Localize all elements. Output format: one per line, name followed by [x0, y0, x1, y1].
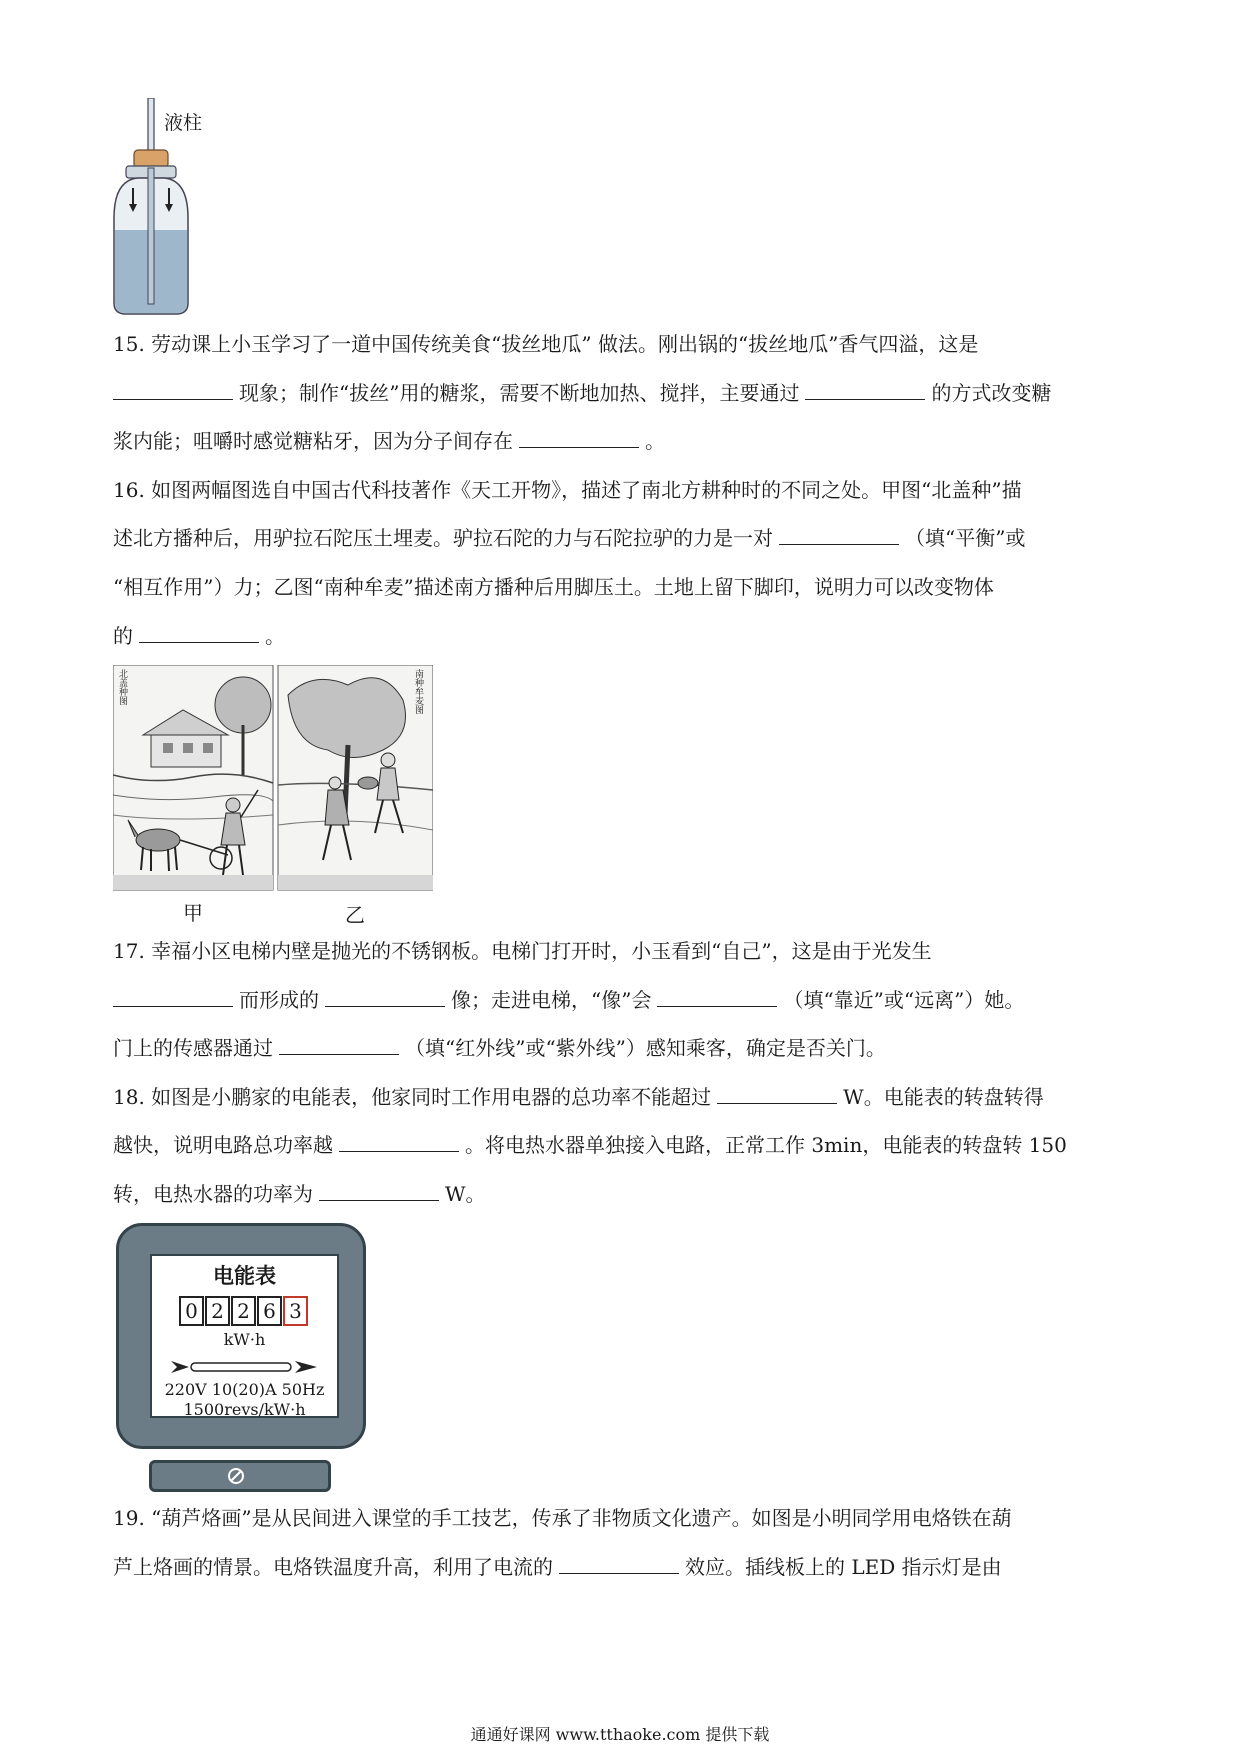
q19-line2: 芦上烙画的情景。电烙铁温度升高，利用了电流的 效应。插线板上的 LED 指示灯是由: [113, 1555, 1002, 1579]
answer-blank[interactable]: [779, 524, 899, 545]
farming-woodcuts: [113, 665, 433, 900]
q19-line1: 19. “葫芦烙画”是从民间进入课堂的手工技艺，传承了非物质文化遗产。如图是小明同学用电烙铁在葫: [113, 1506, 1012, 1530]
q18-line1: 18. 如图是小鹏家的电能表，他家同时工作用电器的总功率不能超过 W。电能表的转盘转得: [113, 1085, 1044, 1109]
answer-blank[interactable]: [113, 986, 233, 1007]
answer-blank[interactable]: [325, 986, 445, 1007]
q17-line3: 门上的传感器通过 （填“红外线”或“紫外线”）感知乘客，确定是否关门。: [113, 1036, 886, 1060]
meter-digit: 2: [205, 1296, 230, 1326]
answer-blank[interactable]: [113, 379, 233, 400]
left-image-caption: 北盖种图: [117, 669, 127, 705]
meter-digit: 0: [179, 1296, 204, 1326]
meter-digit: 2: [231, 1296, 256, 1326]
answer-blank[interactable]: [279, 1034, 399, 1055]
right-image-caption: 南种牟麦图: [413, 669, 423, 714]
q15-line3: 浆内能；咀嚼时感觉糖粘牙，因为分子间存在 。: [113, 429, 665, 453]
answer-blank[interactable]: [339, 1131, 459, 1152]
answer-blank[interactable]: [139, 622, 259, 643]
meter-unit: kW·h: [223, 1330, 266, 1349]
q16-line2: 述北方播种后，用驴拉石陀压土埋麦。驴拉石陀的力与石陀拉驴的力是一对 （填“平衡”或: [113, 526, 1026, 550]
label-yi: 乙: [345, 903, 365, 927]
meter-digit: 6: [257, 1296, 282, 1326]
q16-line1: 16. 如图两幅图选自中国古代科技著作《天工开物》，描述了南北方耕种时的不同之处。甲图“北盖种”描: [113, 478, 1022, 502]
meter-digit-row: [179, 1296, 308, 1326]
q15-line1: 15. 劳动课上小玉学习了一道中国传统美食“拔丝地瓜” 做法。刚出锅的“拔丝地瓜”香气四溢，这是: [113, 332, 979, 356]
answer-blank[interactable]: [805, 379, 925, 400]
label-jia: 甲: [183, 901, 203, 925]
q18-line2: 越快，说明电路总功率越 。将电热水器单独接入电路，正常工作 3min，电能表的转盘转 150: [113, 1133, 1067, 1157]
energy-meter: [113, 1220, 373, 1510]
answer-blank[interactable]: [717, 1083, 837, 1104]
meter-title: 电能表: [213, 1264, 276, 1288]
farming-figure: [113, 665, 433, 925]
answer-blank[interactable]: [319, 1180, 439, 1201]
answer-blank[interactable]: [519, 427, 639, 448]
bottle-figure: [108, 98, 258, 318]
liquid-column-label: 液柱: [164, 112, 203, 134]
q17-line2: 而形成的 像；走进电梯，“像”会 （填“靠近”或“远离”）她。: [113, 986, 1133, 1014]
answer-blank[interactable]: [559, 1553, 679, 1574]
q17-line1: 17. 幸福小区电梯内壁是抛光的不锈钢板。电梯门打开时，小玉看到“自己”，这是由于光发生: [113, 939, 932, 963]
screw-icon: [226, 1466, 246, 1486]
answer-blank[interactable]: [657, 986, 777, 1007]
page-footer: 通通好课网 www.tthaoke.com 提供下载: [470, 1725, 770, 1744]
q16-line4: 的 。: [113, 624, 285, 648]
q16-line3: “相互作用”）力；乙图“南种牟麦”描述南方播种后用脚压土。土地上留下脚印，说明力可以改变物体: [113, 575, 994, 599]
meter-spec-revs: 1500revs/kW·h: [183, 1400, 306, 1419]
meter-spec-rating: 220V 10(20)A 50Hz: [164, 1380, 325, 1399]
q18-line3: 转，电热水器的功率为 W。: [113, 1182, 486, 1206]
meter-digit-decimal: 3: [283, 1296, 308, 1326]
meter-disc-arrow: [169, 1358, 319, 1376]
q15-line2: 现象；制作“拔丝”用的糖浆，需要不断地加热、搅拌，主要通过 的方式改变糖: [113, 379, 1133, 407]
